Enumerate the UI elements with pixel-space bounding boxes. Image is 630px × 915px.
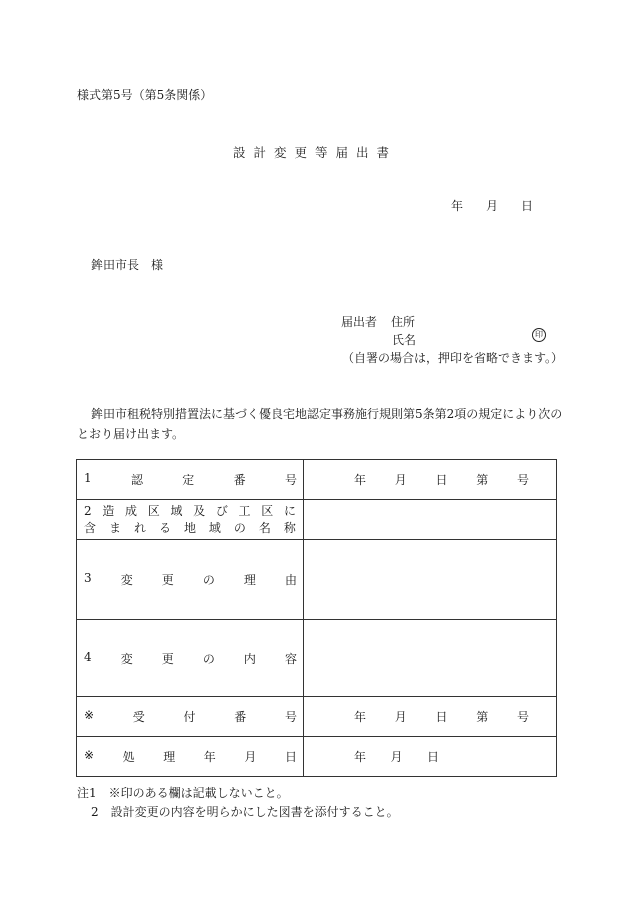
- label-char: 含: [84, 520, 97, 535]
- label-char: び: [215, 503, 228, 518]
- document-title: [0, 143, 630, 161]
- label-char: 受: [132, 710, 145, 724]
- value-char: 月: [394, 473, 407, 487]
- label-char: 造: [102, 503, 115, 518]
- value-char: 第: [476, 710, 489, 724]
- row-processing-date: [77, 737, 557, 777]
- signature-note: （自署の場合は，押印を省略できます。）: [342, 351, 564, 365]
- label-text: [77, 650, 303, 667]
- value-change-reason[interactable]: [304, 540, 557, 620]
- label-change-content: [77, 620, 304, 697]
- value-date-number: [304, 471, 556, 488]
- value-char: 号: [516, 473, 529, 487]
- label-char: る: [158, 520, 171, 535]
- value-processing-date[interactable]: [304, 737, 557, 777]
- label-char: 由: [284, 573, 297, 587]
- value-char: 年: [354, 473, 367, 487]
- label-char: 認: [130, 473, 143, 487]
- label-char: ※: [84, 708, 95, 722]
- row-certification-number: [77, 460, 557, 500]
- label-certification-number: [77, 460, 304, 500]
- form-number: 様式第5号（第5条関係）: [77, 88, 213, 102]
- date-day-label: 日: [521, 199, 534, 213]
- label-char: 3: [84, 571, 92, 585]
- label-text: [77, 471, 303, 488]
- label-char: 定: [182, 473, 195, 487]
- label-char: 更: [161, 573, 174, 587]
- label-char: に: [283, 503, 296, 518]
- label-char: 理: [243, 573, 256, 587]
- name-label: 氏名: [392, 333, 417, 347]
- label-char: 番: [233, 473, 246, 487]
- value-char: 号: [516, 710, 529, 724]
- title-text: 設計変更等届出書: [232, 145, 397, 160]
- applicant-label: 届出者: [341, 315, 378, 329]
- label-char: 4: [84, 649, 92, 664]
- label-char: 年: [203, 750, 216, 764]
- label-char: 域: [208, 520, 221, 535]
- date-month-label: 月: [486, 199, 499, 213]
- label-processing-date: [77, 737, 304, 777]
- label-char: れ: [133, 520, 146, 535]
- row-area-name: [77, 500, 557, 540]
- value-date-number: [304, 708, 556, 725]
- value-char: 日: [435, 473, 448, 487]
- label-text: [77, 571, 303, 588]
- label-char: ※: [84, 748, 95, 762]
- label-char: 日: [284, 750, 297, 764]
- label-text: [77, 748, 303, 765]
- label-char: 区: [261, 503, 274, 518]
- value-char: 年: [354, 710, 367, 724]
- label-char: の: [233, 520, 246, 535]
- label-char: 処: [122, 750, 135, 764]
- value-certification-number[interactable]: [304, 460, 557, 500]
- address-label: 住所: [391, 315, 416, 329]
- label-char: 成: [125, 503, 138, 518]
- label-char: 2: [84, 503, 92, 518]
- label-char: 理: [163, 750, 176, 764]
- value-char: 日: [426, 750, 439, 764]
- label-char: 号: [284, 473, 297, 487]
- value-char: 月: [394, 710, 407, 724]
- label-char: 称: [283, 520, 296, 535]
- label-char: の: [202, 651, 215, 666]
- label-char: 番: [234, 710, 247, 724]
- label-char: 付: [183, 710, 196, 724]
- addressee: 鉾田市長 様: [91, 258, 164, 272]
- note-1: 注1 ※印のある欄は記載しないこと。: [77, 786, 289, 800]
- value-char: 第: [476, 473, 489, 487]
- label-char: 1: [84, 471, 92, 485]
- value-date: [304, 748, 556, 765]
- label-char: 及: [193, 503, 206, 518]
- label-change-reason: [77, 540, 304, 620]
- body-text-line1: 鉾田市租税特別措置法に基づく優良宅地認定事務施行規則第5条第2項の規定により次の: [91, 407, 563, 421]
- label-char: 地: [183, 520, 196, 535]
- value-receipt-number[interactable]: [304, 697, 557, 737]
- label-char: 容: [284, 651, 297, 666]
- notification-table: [76, 459, 557, 777]
- label-char: 名: [258, 520, 271, 535]
- value-char: 年: [354, 750, 367, 764]
- date-year-label: 年: [451, 199, 464, 213]
- row-change-reason: [77, 540, 557, 620]
- label-char: 区: [147, 503, 160, 518]
- label-char: の: [202, 573, 215, 587]
- label-char: 内: [243, 651, 256, 666]
- seal-mark: 印: [532, 328, 546, 342]
- label-char: 月: [244, 750, 257, 764]
- note-2: 2 設計変更の内容を明らかにした図書を添付すること。: [91, 805, 399, 819]
- row-receipt-number: [77, 697, 557, 737]
- label-text-line2: [77, 520, 303, 537]
- value-change-content[interactable]: [304, 620, 557, 697]
- body-text-line2: とおり届け出ます。: [77, 427, 185, 441]
- value-char: 月: [390, 750, 403, 764]
- label-char: 号: [284, 710, 297, 724]
- label-char: 変: [120, 651, 133, 666]
- label-char: 工: [238, 503, 251, 518]
- row-change-content: [77, 620, 557, 697]
- value-area-name[interactable]: [304, 500, 557, 540]
- label-text-line1: [77, 503, 303, 520]
- label-char: 変: [120, 573, 133, 587]
- value-char: 日: [435, 710, 448, 724]
- label-char: ま: [108, 520, 121, 535]
- label-receipt-number: [77, 697, 304, 737]
- label-text: [77, 708, 303, 725]
- label-char: 域: [170, 503, 183, 518]
- label-char: 更: [161, 651, 174, 666]
- label-area-name: [77, 500, 304, 540]
